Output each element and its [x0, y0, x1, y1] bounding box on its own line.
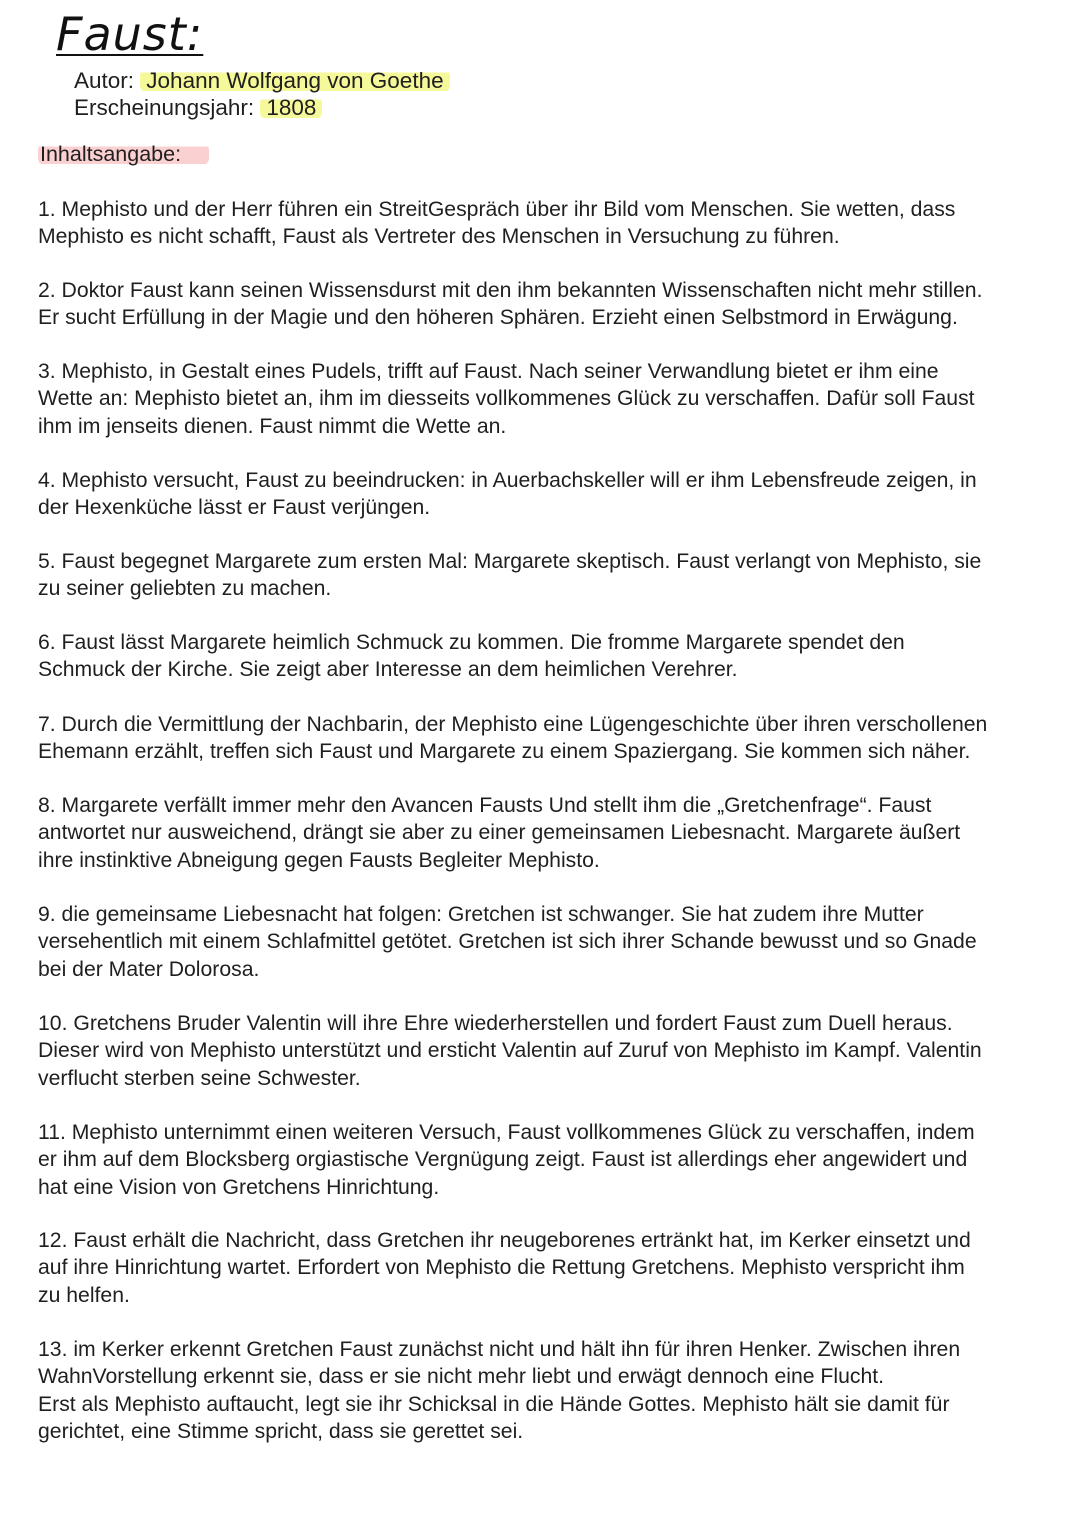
heading-text: Inhaltsangabe: [38, 142, 209, 166]
author-label: Autor: [74, 68, 135, 93]
summary-item-5: 5. Faust begegnet Margarete zum ersten Mal: Margarete skeptisch. Faust verlangt von Mephisto, sie zu seiner geliebten zu machen. [38, 550, 982, 601]
summary-item-1: 1. Mephisto und der Herr führen ein StreitGespräch über ihr Bild vom Menschen. Sie wetten, dass Mephisto es nicht schafft, Faust als Vertreter des Menschen in Versuchung zu führen. [38, 198, 956, 249]
summary-item-3: 3. Mephisto, in Gestalt eines Pudels, trifft auf Faust. Nach seiner Verwandlung bietet er ihm eine Wette an: Mephisto bietet an, ihm im diesseits vollkommenes Glück zu verschaffen. Dafür soll Faust ihm im jenseits dienen. Faust nimmt die Wette an. [38, 360, 975, 438]
summary-item-6: 6. Faust lässt Margarete heimlich Schmuck zu kommen. Die fromme Margarete spendet den Schmuck der Kirche. Sie zeigt aber Interesse an dem heimlichen Verehrer. [38, 631, 905, 682]
document-title [56, 4, 216, 64]
title-text: Faust: [56, 7, 204, 61]
summary-item-2: 2. Doktor Faust kann seinen Wissensdurst mit den ihm bekannten Wissenschaften nicht mehr stillen. Er sucht Erfüllung in der Magie und den höheren Sphären. Erzieht einen Selbstmord in Erwägung. [38, 279, 983, 330]
summary-item-8: 8. Margarete verfällt immer mehr den Avancen Fausts Und stellt ihm die „Gretchenfrage“. Faust antwortet nur ausweichend, drängt sie aber zu einer gemeinsamen Liebesnacht. Margarete äußert ihre instinktive Abneigung gegen Fausts Begleiter Mephisto. [38, 794, 961, 872]
year-label: Erscheinungsjahr: [74, 95, 255, 120]
year-value: 1808 [260, 95, 322, 120]
summary-item-13: 13. im Kerker erkennt Gretchen Faust zunächst nicht und hält ihn für ihren Henker. Zwischen ihren WahnVorstellung erkennt sie, dass er sie nicht mehr liebt und erwägt dennoch eine Flucht. Erst als Mephisto auftaucht, legt sie ihr Schicksal in die Hände Gottes. Mephisto hält sie damit für gerichtet, eine Stimme spricht, dass sie gerettet sei. [38, 1338, 961, 1443]
summary-item-10: 10. Gretchens Bruder Valentin will ihre Ehre wiederherstellen und fordert Faust zum Duell heraus. Dieser wird von Mephisto unterstützt und ersticht Valentin auf Zuruf von Mephisto im Kampf. Valentin verflucht sterben seine Schwester. [38, 1012, 982, 1090]
author-line [74, 67, 450, 94]
summary-item-11: 11. Mephisto unternimmt einen weiteren Versuch, Faust vollkommenes Glück zu verschaffen, indem er ihm auf dem Blocksberg orgiastische Vergnügung zeigt. Faust ist allerdings eher angewidert und hat eine Vision von Gretchens Hinrichtung. [38, 1121, 975, 1199]
year-line [74, 94, 322, 121]
summary-item-7: 7. Durch die Vermittlung der Nachbarin, der Mephisto eine Lügengeschichte über ihren verschollenen Ehemann erzählt, treffen sich Faust und Margarete zu einem Spaziergang. Sie kommen sich näher. [38, 713, 988, 764]
summary-item-9: 9. die gemeinsame Liebesnacht hat folgen: Gretchen ist schwanger. Sie hat zudem ihre Mutter versehentlich mit einem Schlafmittel getötet. Gretchen ist sich ihrer Schande bewusst und so Gnade bei der Mater Dolorosa. [38, 903, 977, 981]
author-value: Johann Wolfgang von Goethe [140, 68, 449, 93]
section-heading [38, 141, 209, 168]
summary-item-12: 12. Faust erhält die Nachricht, dass Gretchen ihr neugeborenes ertränkt hat, im Kerker einsetzt und auf ihre Hinrichtung wartet. Erfordert von Mephisto die Rettung Gretchens. Mephisto verspricht ihm zu helfen. [38, 1229, 971, 1307]
summary-item-4: 4. Mephisto versucht, Faust zu beeindrucken: in Auerbachskeller will er ihm Lebensfreude zeigen, in der Hexenküche lässt er Faust verjüngen. [38, 469, 977, 520]
